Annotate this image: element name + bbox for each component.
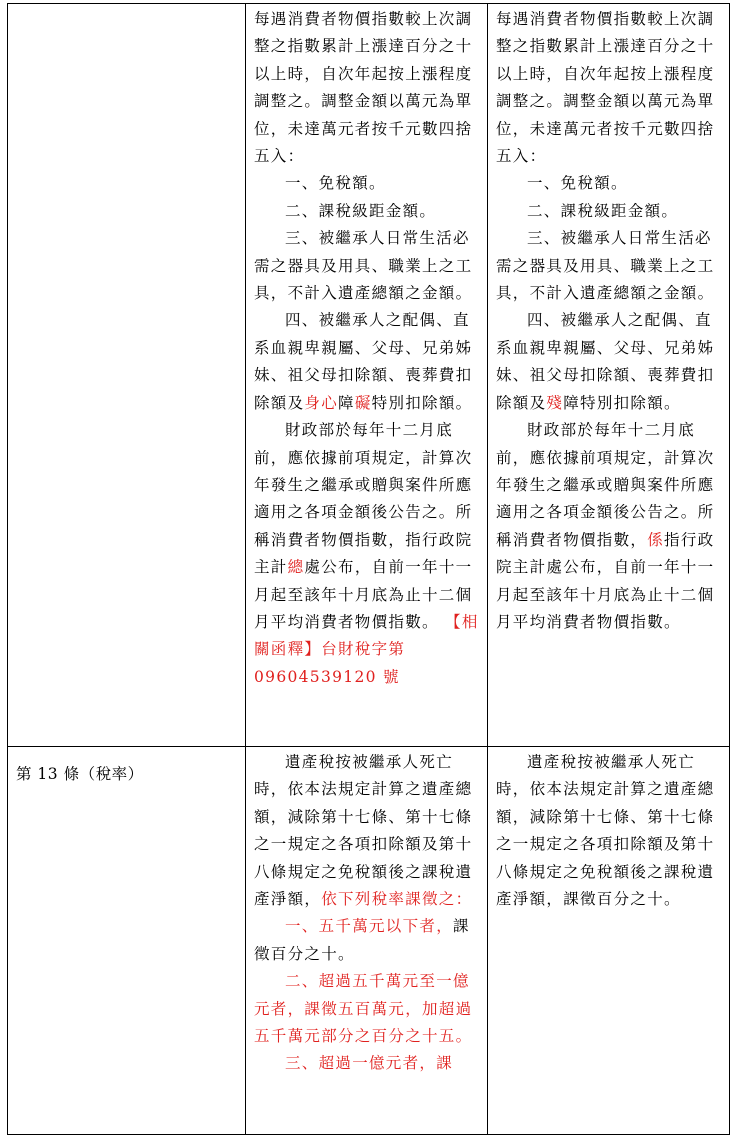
text-segment: 每遇消費者物價指數較上次調整之指數累計上漲達百分之十以上時，自次年起按上漲程度調整之。調整金額以萬元為單位，未達萬元者按千元數四捨五入： <box>496 10 715 166</box>
paragraph <box>496 198 722 225</box>
text-segment: 四、被繼承人之配偶、直系血親卑親屬、父母、兄弟姊妹、祖父母扣除額、喪葬費扣除額及 <box>254 311 473 412</box>
amended-text: 三、超過一億元者，課 <box>285 1054 454 1073</box>
text-segment: 財政部於每年十二月底前，應依據前項規定，計算次年發生之繼承或贈與案件所應適用之各項金額後公告之。所稱消費者物價指數， <box>496 421 715 549</box>
amended-text: 身心 <box>304 393 339 412</box>
text-segment: 障 <box>338 393 355 412</box>
article-cell <box>8 747 246 1135</box>
amended-text: 總 <box>287 558 305 577</box>
paragraph <box>496 170 722 197</box>
old-text-cell <box>488 747 730 1135</box>
paragraph <box>254 417 480 691</box>
amended-text: 二、超過五千萬元至一億元者，課徵五百萬元，加超過五千萬元部分之百分之十五。 <box>254 972 473 1046</box>
text-segment: 四、被繼承人之配偶、直系血親卑親屬、父母、兄弟姊妹、祖父母扣除額、喪葬費扣除額及 <box>496 311 715 412</box>
paragraph <box>496 225 722 307</box>
paragraph <box>496 749 722 913</box>
text-segment: 一、免稅額。 <box>285 174 386 193</box>
paragraph <box>496 307 722 417</box>
amended-text: 係 <box>647 530 665 549</box>
amended-text: 【相關函釋】台財稅字第 09604539120 號 <box>254 612 479 686</box>
text-segment: 障特別扣除額。 <box>563 393 681 412</box>
article-label <box>16 6 238 18</box>
text-segment: 課徵百分之十。 <box>254 917 470 963</box>
amended-text: 殘 <box>546 393 564 412</box>
text-segment: 二、課稅級距金額。 <box>285 201 437 220</box>
table-row <box>8 4 730 747</box>
amendment-comparison-table <box>7 3 730 1135</box>
text-segment: 一、免稅額。 <box>527 174 628 193</box>
paragraph <box>496 6 722 170</box>
paragraph <box>254 198 480 225</box>
text-segment: 三、被繼承人日常生活必需之器具及用具、職業上之工具，不計入遺產總額之金額。 <box>254 229 473 303</box>
text-segment: 三、被繼承人日常生活必需之器具及用具、職業上之工具，不計入遺產總額之金額。 <box>496 229 715 303</box>
amended-text: 礙 <box>354 393 372 412</box>
text-segment: 遺產稅按被繼承人死亡時，依本法規定計算之遺產總額，減除第十七條、第十七條之一規定之各項扣除額及第十八條規定之免稅額後之課稅遺產淨額，課徵百分之十。 <box>496 753 715 909</box>
paragraph <box>254 968 480 1050</box>
text-segment: 遺產稅按被繼承人死亡時，依本法規定計算之遺產總額，減除第十七條、第十七條之一規定之各項扣除額及第十八條規定之免稅額後之課稅遺產淨額， <box>254 753 473 909</box>
paragraph <box>254 913 480 968</box>
old-text <box>496 6 722 636</box>
new-text-cell <box>246 747 488 1135</box>
article-cell <box>8 4 246 747</box>
new-text <box>254 749 480 1078</box>
amended-text: 依下列稅率課徵之： <box>321 890 473 909</box>
paragraph <box>254 749 480 913</box>
paragraph <box>254 307 480 417</box>
article-label: 第 13 條（稅率） <box>16 765 144 783</box>
text-segment: 每遇消費者物價指數較上次調整之指數累計上漲達百分之十以上時，自次年起按上漲程度調整之。調整金額以萬元為單位，未達萬元者按千元數四捨五入： <box>254 10 473 166</box>
amended-text: 一、五千萬元以下者， <box>285 917 454 936</box>
old-text-cell <box>488 4 730 747</box>
paragraph <box>254 225 480 307</box>
paragraph <box>254 170 480 197</box>
old-text <box>496 749 722 913</box>
text-segment: 特別扣除額。 <box>371 393 473 412</box>
text-segment: 處公布，自前一年十一月起至該年十月底為止十二個月平均消費者物價指數。 <box>254 558 473 631</box>
new-text-cell <box>246 4 488 747</box>
paragraph <box>254 6 480 170</box>
paragraph <box>254 1050 480 1077</box>
text-segment: 財政部於每年十二月底前，應依據前項規定，計算次年發生之繼承或贈與案件所應適用之各項金額後公告之。所稱消費者物價指數，指行政院主計 <box>254 421 473 577</box>
table-row <box>8 747 730 1135</box>
text-segment: 二、課稅級距金額。 <box>527 201 679 220</box>
text-segment: 指行政院主計處公布，自前一年十一月起至該年十月底為止十二個月平均消費者物價指數。 <box>496 530 715 631</box>
new-text <box>254 6 480 691</box>
paragraph <box>496 417 722 636</box>
